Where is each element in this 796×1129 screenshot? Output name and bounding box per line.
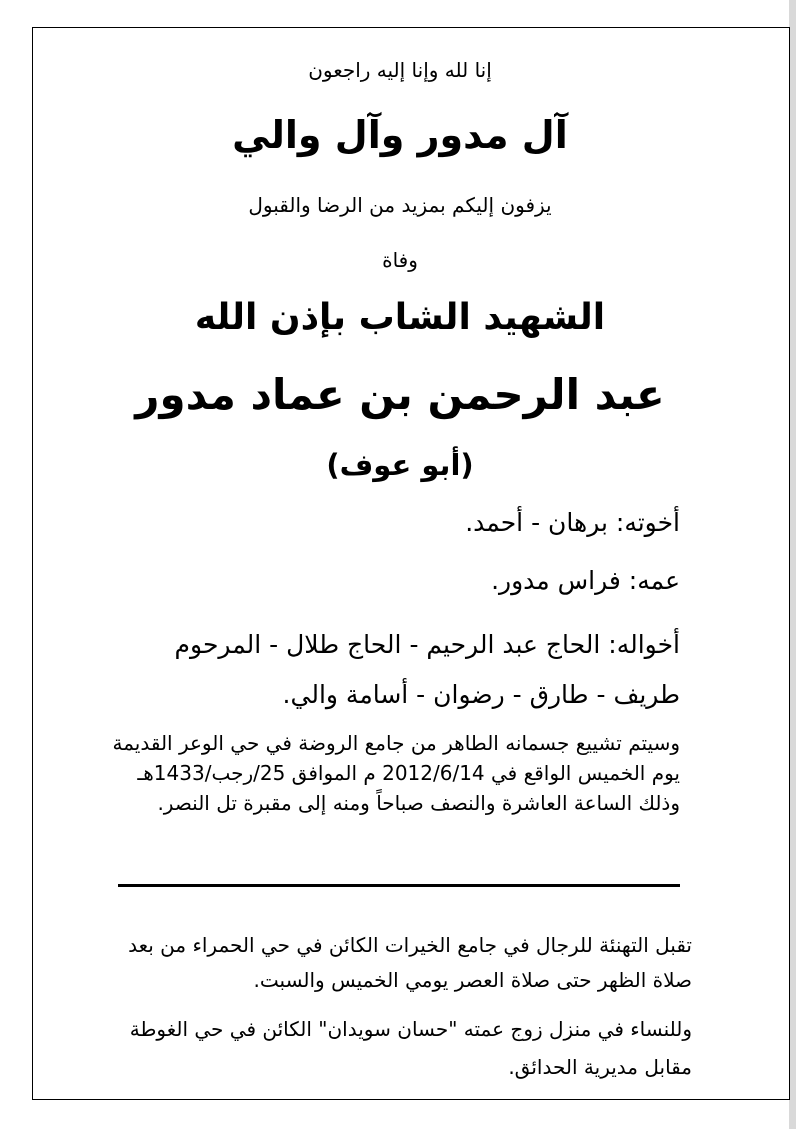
- deceased-name: عبد الرحمن بن عماد مدور: [135, 370, 665, 419]
- brothers-line: أخوته: برهان - أحمد.: [465, 508, 680, 537]
- condolence-line: يزفون إليكم بمزيد من الرضا والقبول: [248, 193, 552, 217]
- women-condolences-paragraph: وللنساء في منزل زوج عمته "حسان سويدان" الكائن في حي الغوطة مقابل مديرية الحدائق.: [129, 1017, 692, 1079]
- death-label: وفاة: [382, 248, 418, 272]
- funeral-details-paragraph: وسيتم تشييع جسمانه الطاهر من جامع الروضة في حي الوعر القديمة يوم الخميس الواقع في 2012/6/14 م الموافق 25/رجب/1433هـ وذلك الساعة العاشرة والنصف صباحاً ومنه إلى مقبرة تل النصر.: [112, 731, 680, 815]
- family-name: آل مدور وآل والي: [232, 113, 568, 157]
- quran-verse: إنا لله وإنا إليه راجعون: [308, 58, 492, 82]
- maternal-uncles-paragraph: أخواله: الحاج عبد الرحيم - الحاج طلال - المرحوم طريف - طارق - رضوان - أسامة والي.: [174, 630, 680, 709]
- martyr-title: الشهيد الشاب بإذن الله: [194, 297, 606, 338]
- section-divider: [118, 884, 680, 887]
- men-condolences-paragraph: تقبل التهنئة للرجال في جامع الخيرات الكائن في حي الحمراء من بعد صلاة الظهر حتى صلاة العصر يومي الخميس والسبت.: [128, 933, 692, 992]
- page-edge-shadow: [789, 0, 796, 1129]
- deceased-nickname: (أبو عوف): [326, 448, 474, 482]
- paternal-uncle-line: عمه: فراس مدور.: [491, 566, 680, 595]
